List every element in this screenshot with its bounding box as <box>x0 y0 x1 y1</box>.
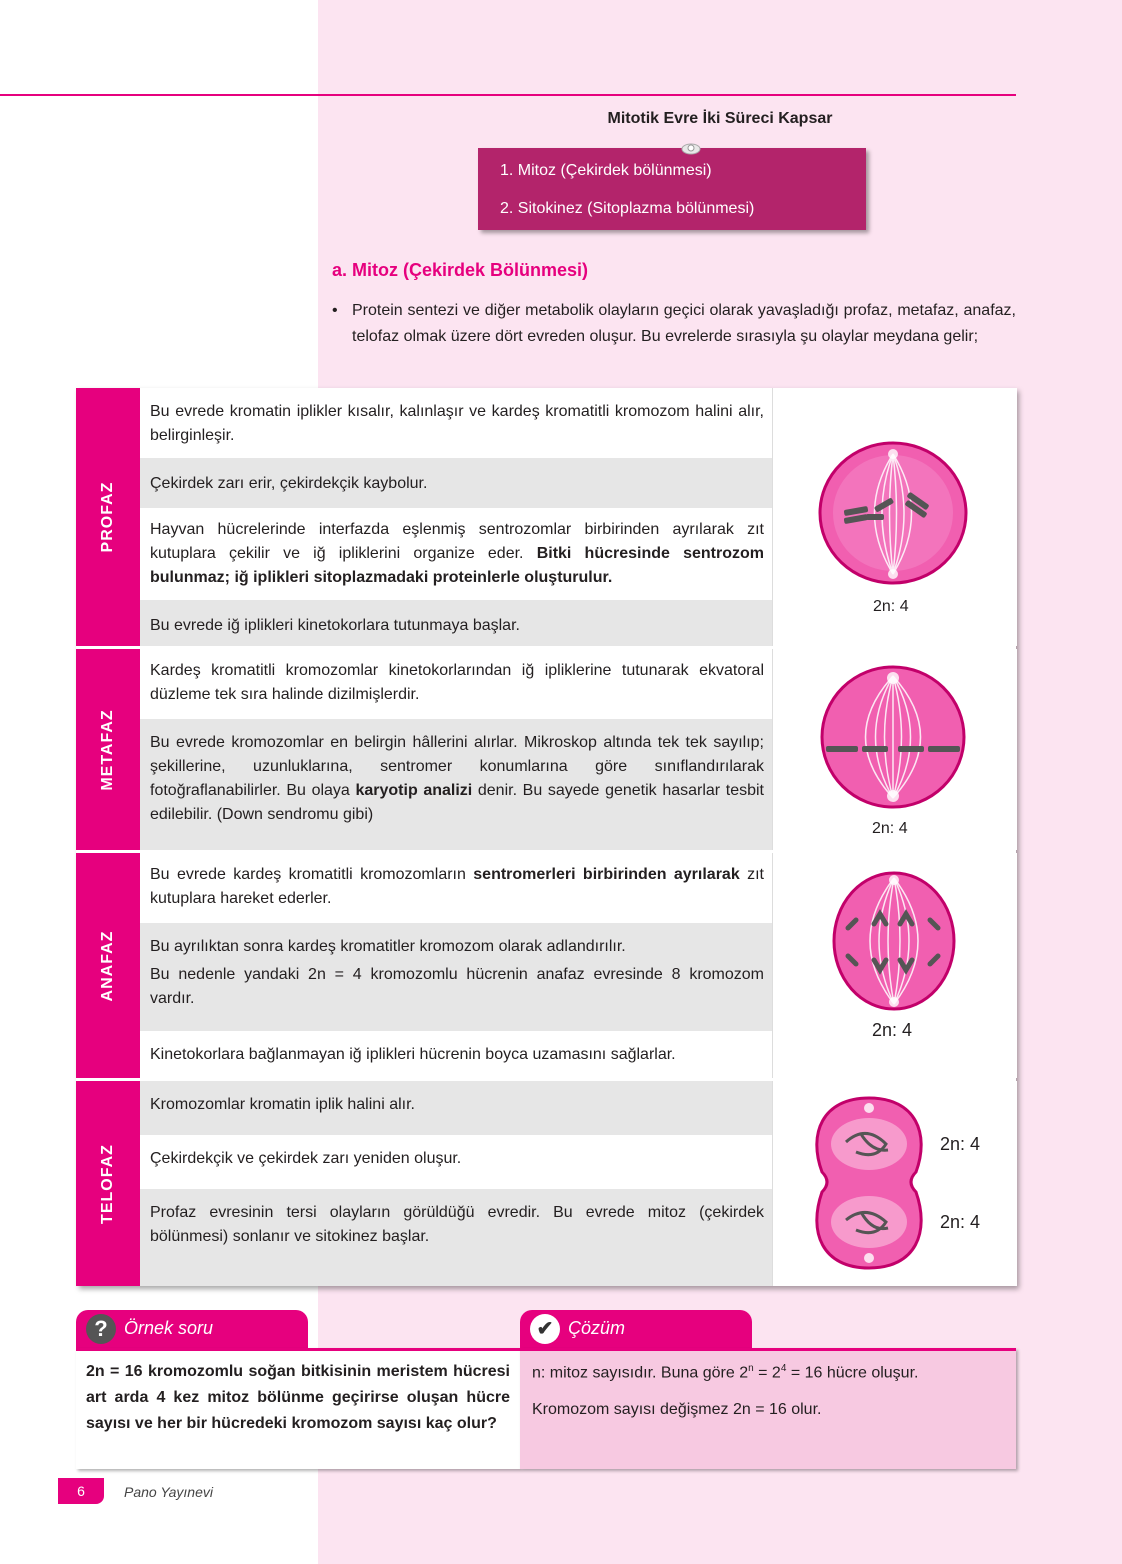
example-question-body <box>76 1348 520 1469</box>
profaz-row-3-bold: Bitki hücresinde sentrozom bulunmaz; iğ iplikleri sitoplazmadaki proteinlerle oluşturulur. <box>150 545 764 586</box>
anafaz-row-1-text: Bu evrede kardeş kromatitli kromozomların <box>150 866 474 883</box>
anafaz-row-1 <box>140 853 772 923</box>
anafaz-row-2-line2: Bu nedenle yandaki 2n = 4 kromozomlu hücrenin anafaz evresinde 8 kromozom vardır. <box>150 966 764 1007</box>
phase-name: PROFAZ <box>99 481 116 553</box>
intro-bullet <box>332 298 1016 350</box>
bullet-icon: • <box>332 302 338 319</box>
process-box <box>478 148 866 230</box>
anafaz-row-1-tail: zıt kutuplara hareket ederler. <box>150 866 764 907</box>
phase-divider <box>76 1078 1016 1081</box>
anafaz-row-3: Kinetokorlara bağlanmayan iğ iplikleri hücrenin boyca uzamasını sağlarlar. <box>140 1031 772 1078</box>
pushpin-icon <box>680 140 702 158</box>
metafaz-row-2 <box>140 719 772 850</box>
profaz-row-4: Bu evrede iğ iplikleri kinetokorlara tutunmaya başlar. <box>140 600 772 646</box>
solution-body <box>520 1348 1016 1469</box>
phase-label-metafaz <box>76 649 140 850</box>
page-number: 6 <box>58 1478 104 1504</box>
metafaz-row-2-text: Bu evrede kromozomlar en belirgin hâllerini alırlar. Mikroskop altında tek tek sayılıp; şekillerine, uzunluklarına, sentromer konumlarına göre sınıflandırılarak fotoğraflanabilirler. Bu olaya <box>150 734 764 799</box>
metafaz-row-1: Kardeş kromatitli kromozomlar kinetokorlarından iğ ipliklerine tutunarak ekvatoral düzleme tek sıra halinde dizilmişlerdir. <box>140 649 772 719</box>
profaz-row-3-text: Hayvan hücrelerinde interfazda eşlenmiş sentrozomlar birbirinden ayrılarak zıt kutuplara çekilir ve iğ ipliklerini organize eder. <box>150 521 764 562</box>
metafaz-ploidy-label: 2n: 4 <box>872 820 908 837</box>
phase-divider <box>76 646 1016 649</box>
anafaz-row-2-line1: Bu ayrılıktan sonra kardeş kromatitler kromozom olarak adlandırılır. <box>150 938 626 955</box>
anafaz-row-1-bold: sentromerleri birbirinden ayrılarak <box>473 866 740 883</box>
intro-text: Protein sentezi ve diğer metabolik olayların geçici olarak yavaşladığı profaz, metafaz, anafaz, telofaz olmak üzere dört evreden oluşur. Bu evrelerde sırasıyla şu olaylar meydana gelir; <box>352 302 1016 345</box>
process-item-1: 1. Mitoz (Çekirdek bölünmesi) <box>500 162 712 179</box>
metafaz-cell-illustration <box>818 664 968 810</box>
phase-name: ANAFAZ <box>99 930 116 1001</box>
profaz-ploidy-label: 2n: 4 <box>873 598 909 615</box>
solution-line-1-a: n: mitoz sayısıdır. Buna göre 2 <box>532 1364 749 1382</box>
question-icon: ? <box>86 1314 116 1344</box>
checkmark-icon: ✔ <box>530 1314 560 1344</box>
karyotype-term: karyotip analizi <box>355 782 473 799</box>
telofaz-row-1: Kromozomlar kromatin iplik halini alır. <box>140 1081 772 1135</box>
phase-label-anafaz <box>76 853 140 1078</box>
example-question-label: Örnek soru <box>124 1318 214 1338</box>
phase-divider <box>76 850 1016 853</box>
profaz-cell-illustration <box>816 440 970 586</box>
solution-line-1 <box>532 1363 918 1382</box>
process-item-2: 2. Sitokinez (Sitoplazma bölünmesi) <box>500 200 755 217</box>
telofaz-row-3: Profaz evresinin tersi olayların görüldüğü evredir. Bu evrede mitoz (çekirdek bölünmesi) sonlanır ve sitokinez başlar. <box>140 1189 772 1286</box>
telofaz-ploidy-label-bottom: 2n: 4 <box>940 1212 981 1232</box>
page-heading: Mitotik Evre İki Süreci Kapsar <box>607 110 833 127</box>
profaz-row-2: Çekirdek zarı erir, çekirdekçik kaybolur. <box>140 458 772 508</box>
telofaz-cell-illustration <box>806 1094 932 1272</box>
section-title: a. Mitoz (Çekirdek Bölünmesi) <box>332 260 589 280</box>
top-divider <box>0 94 1016 96</box>
solution-label: Çözüm <box>568 1318 626 1338</box>
publisher-name: Pano Yayınevi <box>124 1484 213 1500</box>
phase-label-telofaz <box>76 1081 140 1286</box>
example-question-text: 2n = 16 kromozomlu soğan bitkisinin meristem hücresi art arda 4 kez mitoz bölünme geçirirse oluşan hücre sayısı ve her bir hücredeki kromozom sayısı kaç olur? <box>86 1363 510 1432</box>
solution-line-1-b: = 2 <box>753 1364 781 1382</box>
metafaz-row-2-tail: denir. Bu sayede genetik hasarlar tesbit edilebilir. (Down sendromu gibi) <box>150 782 764 823</box>
telofaz-row-2: Çekirdekçik ve çekirdek zarı yeniden oluşur. <box>140 1135 772 1189</box>
solution-line-2: Kromozom sayısı değişmez 2n = 16 olur. <box>532 1401 822 1418</box>
anafaz-ploidy-label: 2n: 4 <box>872 1020 913 1040</box>
exponent-n: n <box>748 1363 754 1374</box>
phase-name: METAFAZ <box>99 708 116 791</box>
anafaz-cell-illustration <box>830 870 958 1012</box>
anafaz-row-2 <box>140 923 772 1031</box>
solution-line-1-c: = 16 hücre oluşur. <box>786 1364 919 1382</box>
phase-label-profaz <box>76 388 140 646</box>
phase-name: TELOFAZ <box>99 1143 116 1224</box>
exponent-4: 4 <box>780 1363 787 1374</box>
profaz-row-1: Bu evrede kromatin iplikler kısalır, kalınlaşır ve kardeş kromatitli kromozom halini alır, belirginleşir. <box>140 388 772 458</box>
example-question-tab <box>76 1310 308 1348</box>
profaz-row-3 <box>140 508 772 600</box>
telofaz-ploidy-label-top: 2n: 4 <box>940 1134 981 1154</box>
solution-tab <box>520 1310 752 1348</box>
